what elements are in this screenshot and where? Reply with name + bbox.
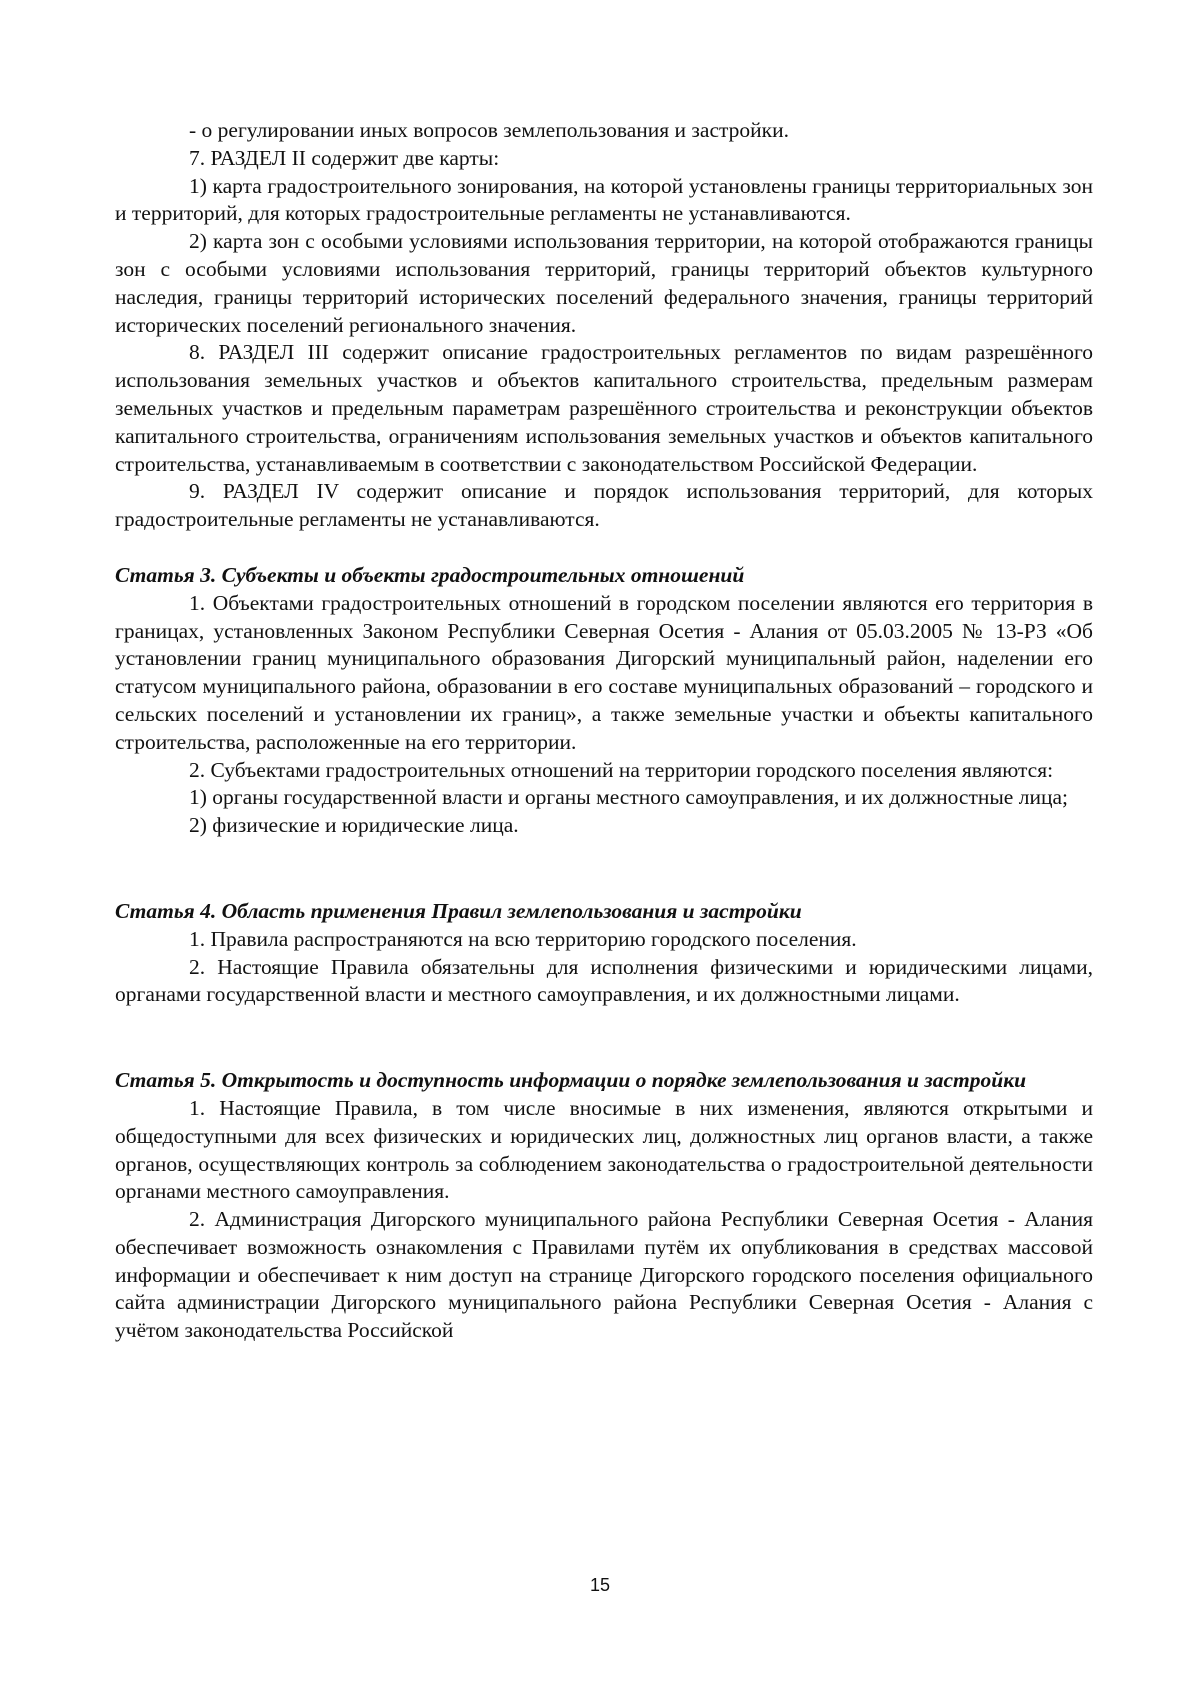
article-3-paragraph-4: 2) физические и юридические лица. (189, 813, 519, 838)
paragraph-intro-4: 2) карта зон с особыми условиями использования территории, на которой отображаются границы зон с особыми условиями использования территорий, границы территорий объектов культурного наследия, границы территорий исторических поселений федерального значения, границы территорий исторических поселений регионального значения. (115, 229, 1093, 337)
article-4-paragraph-1: 1. Правила распространяются на всю территорию городского поселения. (189, 926, 857, 951)
article-3-paragraph-1: 1. Объектами градостроительных отношений в городском поселении являются его территория в границах, установленных Законом Республики Северная Осетия - Алания от 05.03.2005 № 13-РЗ «Об установлении границ муниципального образования Дигорский муниципальный район, наделении его статусом муниципального района, образовании в его составе муниципальных образований – городского и сельских поселений и установлении их границ», а также земельные участки и объекты капитального строительства, расположенные на его территории. (115, 590, 1093, 754)
paragraph-intro-3: 1) карта градостроительного зонирования, на которой установлены границы территориальных зон и территорий, для которых градостроительные регламенты не устанавливаются. (115, 173, 1093, 226)
spacer (115, 840, 1093, 898)
article-3-paragraph-2: 2. Субъектами градостроительных отношений на территории городского поселения являются: (189, 757, 1054, 782)
article-3-heading: Статья 3. Субъекты и объекты градостроительных отношений (115, 562, 745, 587)
article-3-paragraph-3: 1) органы государственной власти и органы местного самоуправления, и их должностные лица; (189, 785, 1068, 810)
page-number: 15 (589, 1575, 611, 1595)
article-5-paragraph-1: 1. Настоящие Правила, в том числе вносимые в них изменения, являются открытыми и общедоступными для всех физических и юридических лиц, должностных лиц органов власти, а также органов, осуществляющих контроль за соблюдением законодательства о градостроительной деятельности органами местного самоуправления. (115, 1095, 1093, 1204)
article-5-heading: Статья 5. Открытость и доступность информации о порядке землепользования и застройки (115, 1068, 1027, 1093)
page-content (115, 117, 1093, 1345)
paragraph-intro-6: 9. РАЗДЕЛ IV содержит описание и порядок использования территорий, для которых градостроительные регламенты не устанавливаются. (115, 479, 1093, 532)
paragraph-intro-5: 8. РАЗДЕЛ III содержит описание градостроительных регламентов по видам разрешённого использования земельных участков и объектов капитального строительства, предельным размерам земельных участков и предельным параметрам разрешённого строительства и реконструкции объектов капитального строительства, ограничениям использования земельных участков и объектов капитального строительства, устанавливаемым в соответствии с законодательством Российской Федерации. (115, 340, 1093, 476)
paragraph-intro-1: - о регулировании иных вопросов землепользования и застройки. (189, 118, 789, 142)
article-4-paragraph-2: 2. Настоящие Правила обязательны для исполнения физическими и юридическими лицами, органами государственной власти и местного самоуправления, и их должностными лицами. (115, 954, 1093, 1007)
article-5-paragraph-2: 2. Администрация Дигорского муниципального района Республики Северная Осетия - Алания обеспечивает возможность ознакомления с Правилами путём их опубликования в средствах массовой информации и обеспечивает к ним доступ на странице Дигорского городского поселения официального сайта администрации Дигорского муниципального района Республики Северная Осетия - Алания с учётом законодательства Российской (115, 1207, 1093, 1343)
spacer (115, 1009, 1093, 1067)
spacer (115, 534, 1093, 562)
paragraph-intro-2: 7. РАЗДЕЛ II содержит две карты: (189, 145, 500, 170)
article-4-heading: Статья 4. Область применения Правил землепользования и застройки (115, 898, 802, 923)
